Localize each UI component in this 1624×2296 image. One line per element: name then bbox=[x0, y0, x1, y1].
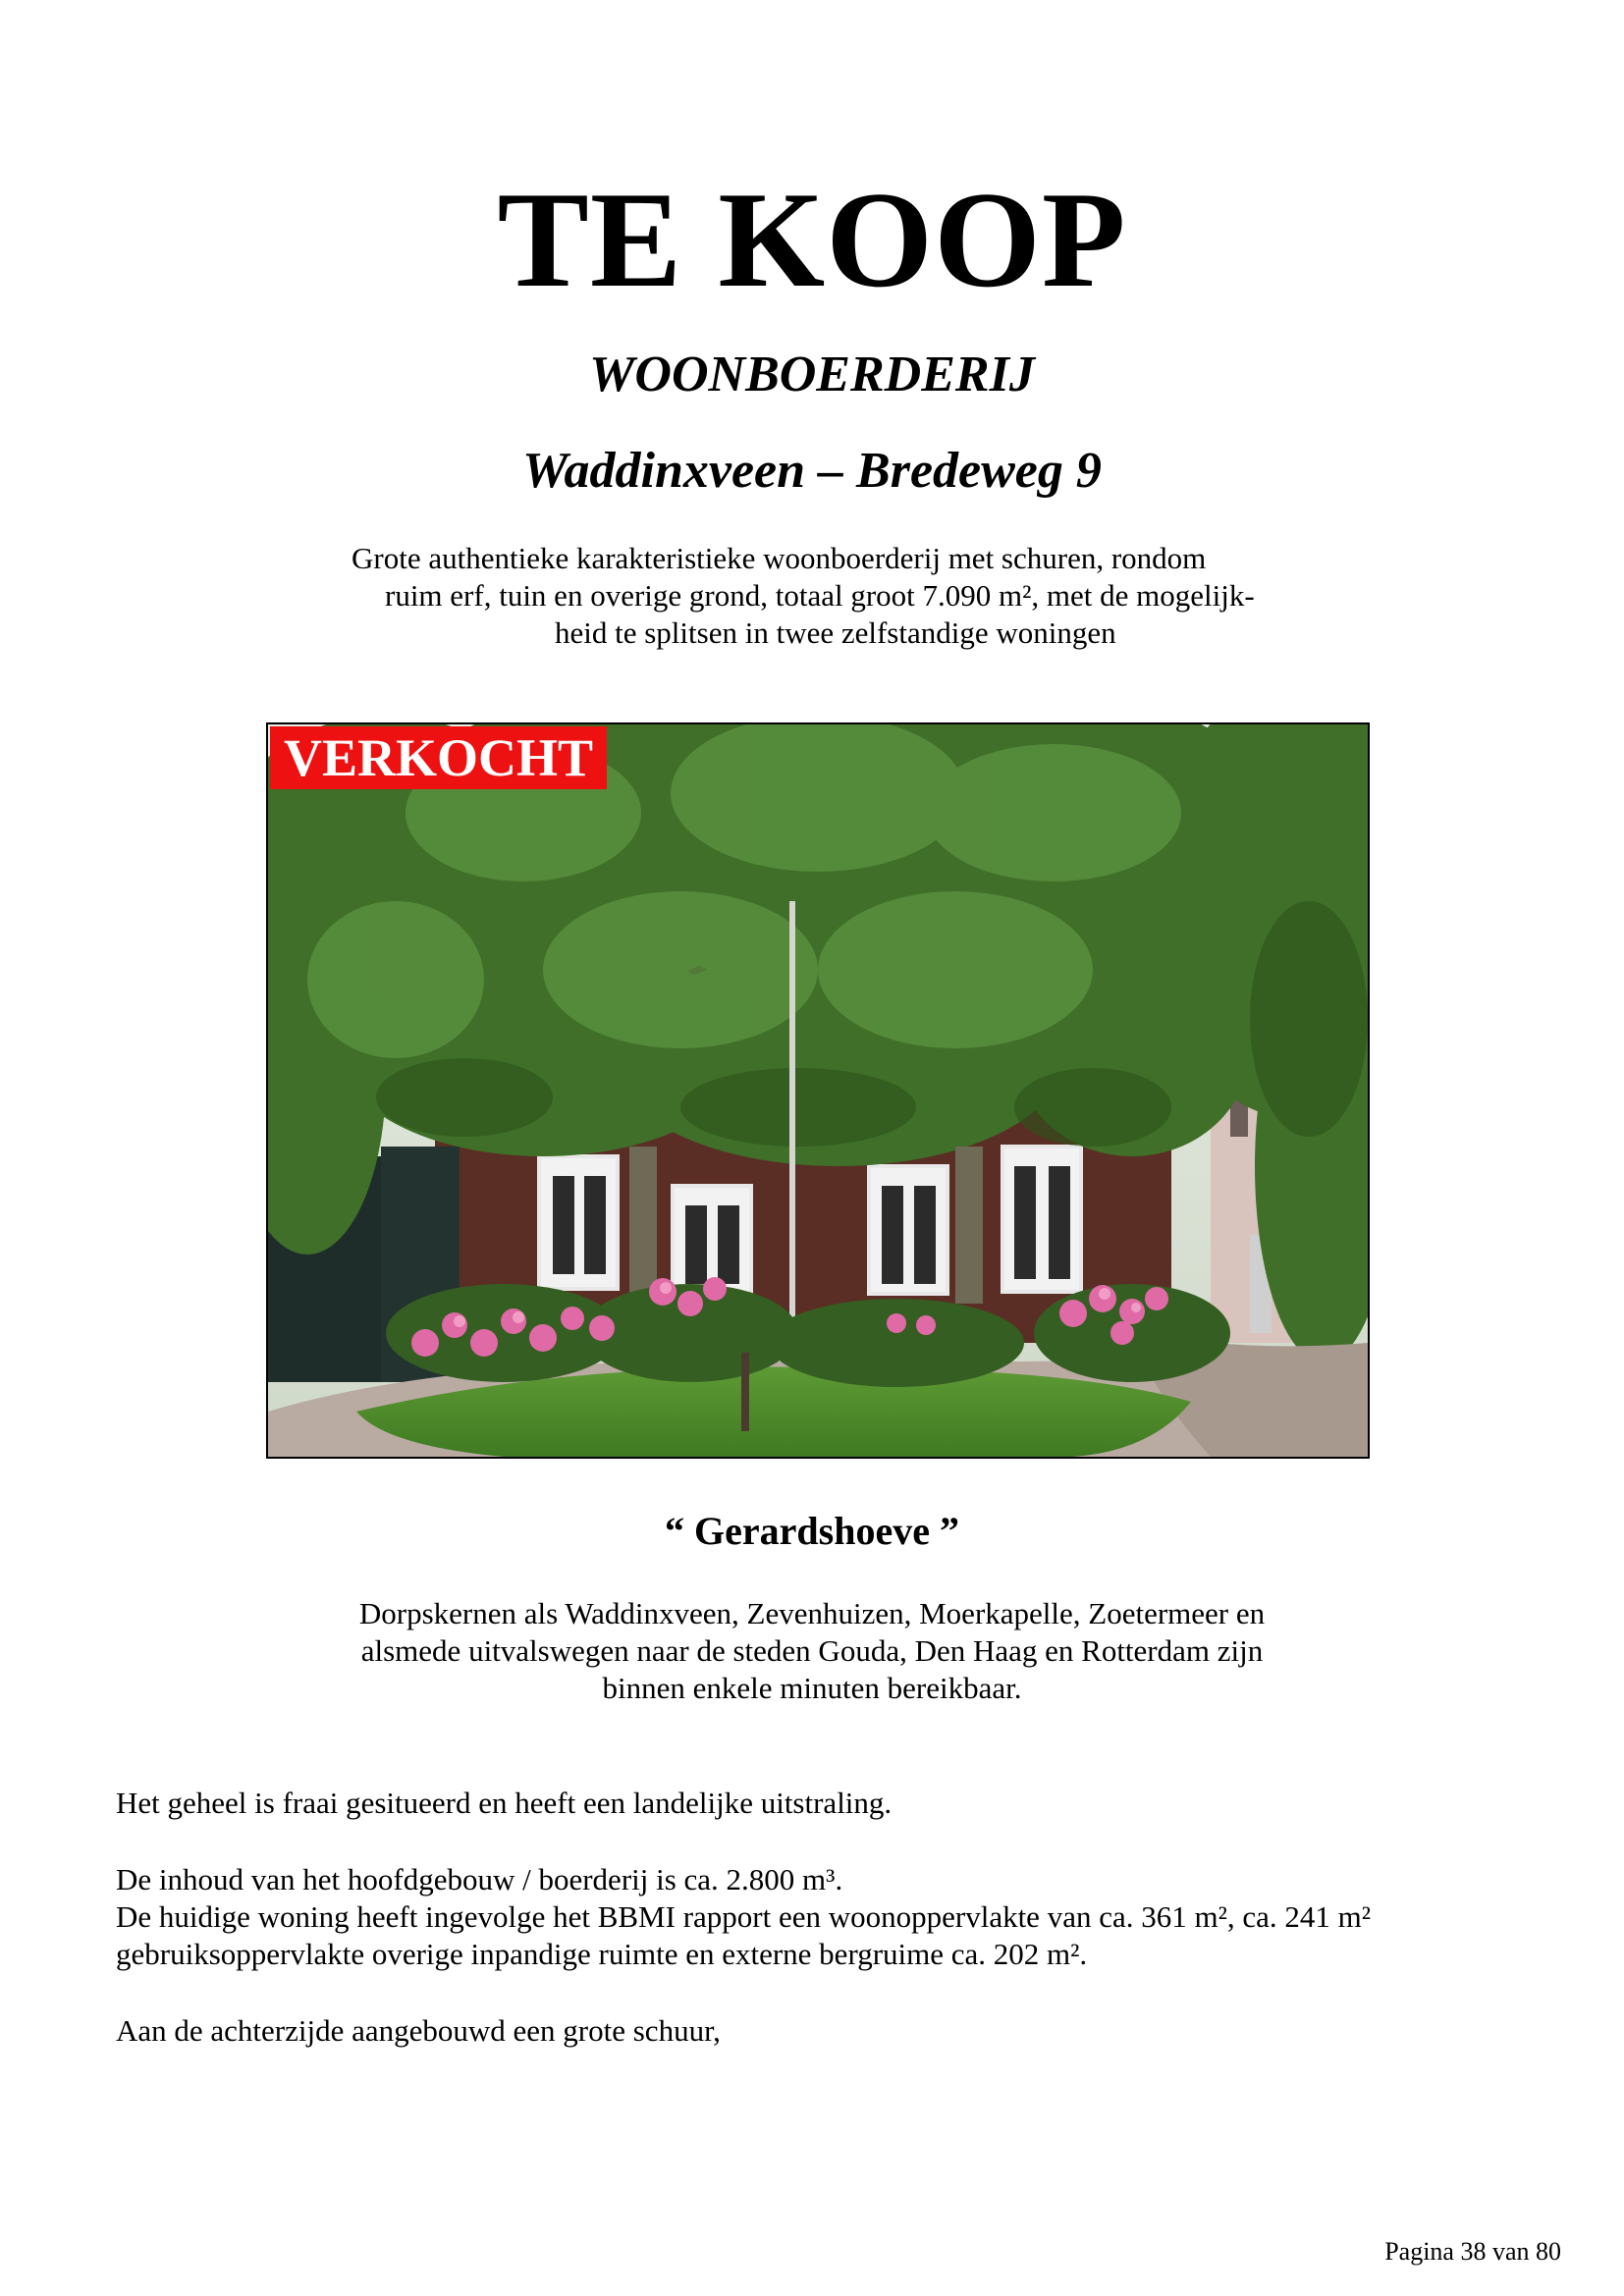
farm-name: “ Gerardshoeve ” bbox=[665, 1509, 959, 1553]
location-line: Dorpskernen als Waddinxveen, Zevenhuizen, Moerkapelle, Zoetermeer en bbox=[358, 1596, 1266, 1630]
property-type: WOONBOERDERIJ bbox=[589, 347, 1035, 402]
intro-line: heid te splitsen in twee zelfstandige woningen bbox=[555, 615, 1116, 650]
description-line: De inhoud van het hoofdgebouw / boerderij is ca. 2.800 m³. bbox=[116, 1862, 843, 1896]
sold-banner: VERKOCHT bbox=[270, 726, 607, 789]
location-line: alsmede uitvalswegen naar de steden Gouda, Den Haag en Rotterdam zijn bbox=[360, 1633, 1264, 1668]
farmhouse-photo bbox=[266, 722, 1370, 1459]
farmhouse-illustration bbox=[268, 724, 1368, 1457]
intro-paragraph bbox=[334, 540, 1316, 652]
description-body bbox=[116, 1785, 1510, 2089]
page-title: TE KOOP bbox=[497, 164, 1127, 316]
description-paragraph bbox=[116, 2012, 1510, 2050]
property-address: Waddinxveen – Bredeweg 9 bbox=[522, 443, 1102, 499]
location-line: binnen enkele minuten bereikbaar. bbox=[602, 1671, 1022, 1705]
description-line: gebruiksoppervlakte overige inpandige ruimte en externe bergruime ca. 202 m². bbox=[116, 1937, 1088, 1971]
description-paragraph bbox=[116, 1785, 1510, 1822]
location-paragraph bbox=[0, 1595, 1624, 1707]
description-line: Het geheel is fraai gesitueerd en heeft een landelijke uitstraling. bbox=[116, 1786, 893, 1820]
intro-line: Grote authentieke karakteristieke woonboerderij met schuren, rondom bbox=[352, 541, 1207, 575]
description-line: Aan de achterzijde aangebouwd een grote schuur, bbox=[116, 2013, 721, 2048]
description-line: De huidige woning heeft ingevolge het BBMI rapport een woonoppervlakte van ca. 361 m², ca. 241 m² bbox=[116, 1899, 1372, 1934]
description-paragraph bbox=[116, 1861, 1510, 1973]
intro-line: ruim erf, tuin en overige grond, totaal groot 7.090 m², met de mogelijk- bbox=[385, 578, 1255, 613]
page-number: Pagina 38 van 80 bbox=[1384, 2237, 1561, 2266]
